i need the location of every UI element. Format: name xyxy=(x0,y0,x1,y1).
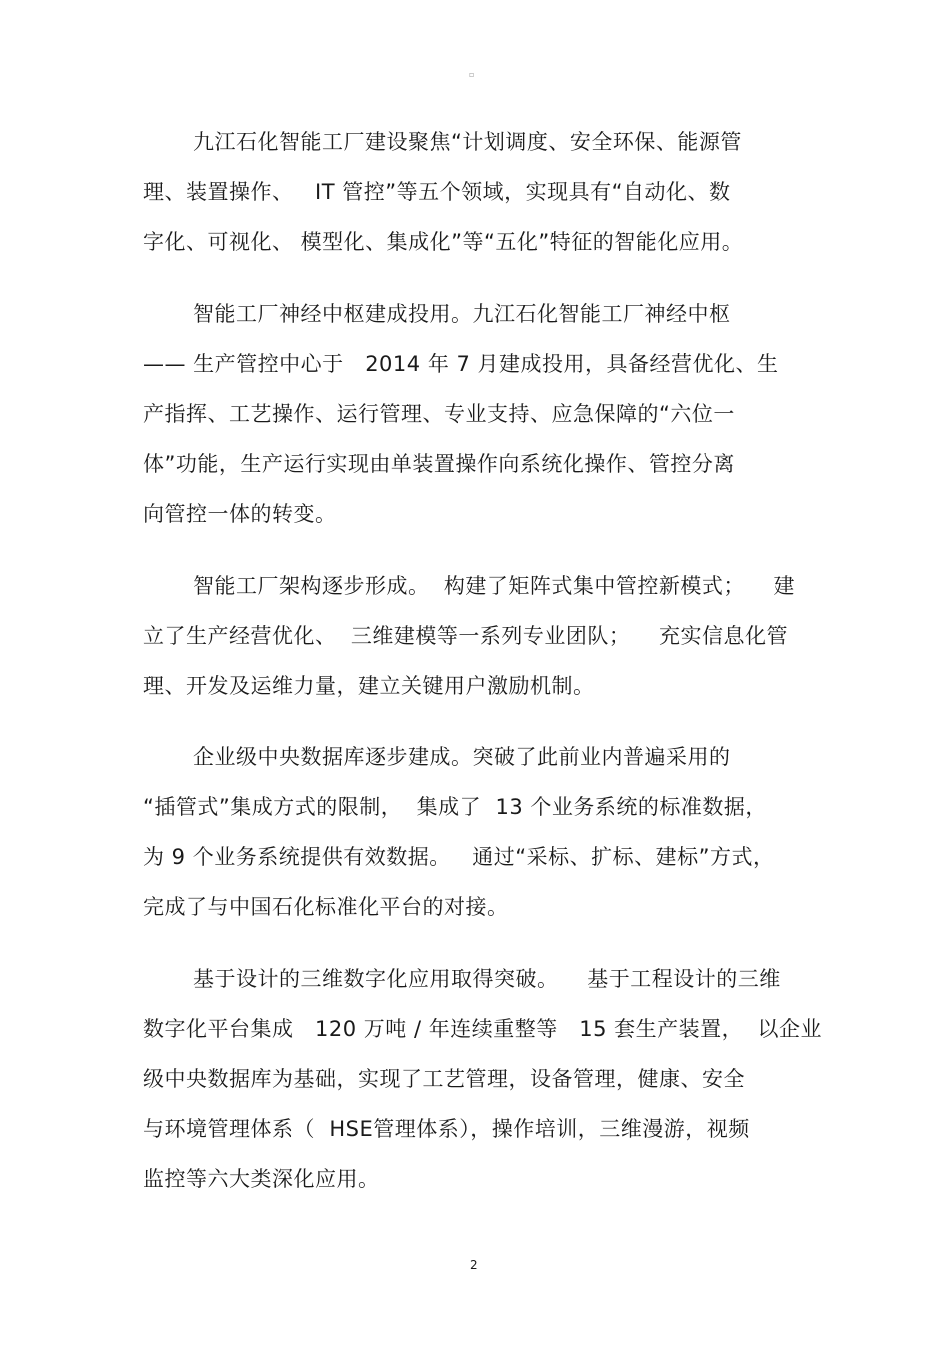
paragraph-3-line-2: 立了生产经营优化、 三维建模等一系列专业团队； 充实信息化管 xyxy=(143,624,789,648)
paragraph-5-line-4: 与环境管理体系（ HSE管理体系），操作培训，三维漫游，视频 xyxy=(143,1117,750,1141)
header-mark: ▫ xyxy=(469,70,475,79)
paragraph-4-line-4: 完成了与中国石化标准化平台的对接。 xyxy=(143,895,509,919)
paragraph-4-line-3: 为 9 个业务系统提供有效数据。 通过“采标、扩标、建标”方式， xyxy=(143,845,775,869)
paragraph-5-line-1: 基于设计的三维数字化应用取得突破。 基于工程设计的三维 xyxy=(193,967,781,991)
page-number: 2 xyxy=(470,1258,478,1272)
paragraph-3-line-3: 理、开发及运维力量，建立关键用户激励机制。 xyxy=(143,674,595,698)
paragraph-4-line-2: “插管式”集成方式的限制， 集成了 13 个业务系统的标准数据， xyxy=(143,795,767,819)
paragraph-2-line-3: 产指挥、工艺操作、运行管理、专业支持、应急保障的“六位一 xyxy=(143,402,735,426)
paragraph-1-line-1: 九江石化智能工厂建设聚焦“计划调度、安全环保、能源管 xyxy=(193,130,742,154)
paragraph-2-line-5: 向管控一体的转变。 xyxy=(143,502,337,526)
paragraph-2-line-2: —— 生产管控中心于 2014 年 7 月建成投用，具备经营优化、生 xyxy=(143,352,779,376)
paragraph-3-line-1: 智能工厂架构逐步形成。 构建了矩阵式集中管控新模式； 建 xyxy=(193,574,796,598)
paragraph-5-line-3: 级中央数据库为基础，实现了工艺管理，设备管理，健康、安全 xyxy=(143,1067,745,1091)
paragraph-1-line-2: 理、装置操作、 IT 管控”等五个领域，实现具有“自动化、数 xyxy=(143,180,731,204)
paragraph-5-line-2: 数字化平台集成 120 万吨 / 年连续重整等 15 套生产装置， 以企业 xyxy=(143,1017,822,1041)
paragraph-5-line-5: 监控等六大类深化应用。 xyxy=(143,1167,380,1191)
paragraph-2-line-4: 体”功能，生产运行实现由单装置操作向系统化操作、管控分离 xyxy=(143,452,735,476)
paragraph-2-line-1: 智能工厂神经中枢建成投用。九江石化智能工厂神经中枢 xyxy=(193,302,731,326)
paragraph-1-line-3: 字化、可视化、 模型化、集成化”等“五化”特征的智能化应用。 xyxy=(143,230,744,254)
paragraph-4-line-1: 企业级中央数据库逐步建成。突破了此前业内普遍采用的 xyxy=(193,745,731,769)
